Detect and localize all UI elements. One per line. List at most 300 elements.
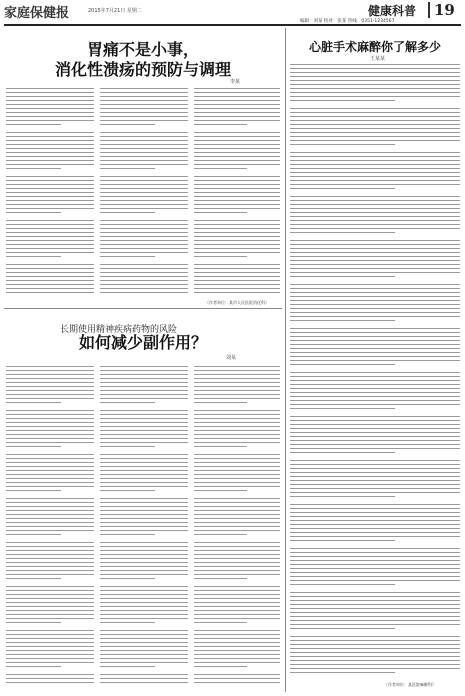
text-line (290, 564, 460, 565)
text-line (290, 384, 460, 385)
text-line (100, 430, 188, 431)
text-line (100, 228, 188, 229)
text-line (194, 192, 280, 193)
text-line (100, 438, 188, 439)
text-line (6, 566, 94, 567)
text-line (290, 324, 460, 325)
text-line (290, 336, 460, 337)
text-line (100, 502, 188, 503)
text-line (100, 176, 188, 177)
text-line (290, 484, 460, 485)
text-line (194, 458, 280, 459)
text-line (194, 622, 247, 623)
text-line (194, 538, 280, 539)
text-line (290, 128, 460, 129)
header-rule (4, 24, 461, 26)
text-line (290, 124, 460, 125)
text-line (100, 92, 188, 93)
text-line (194, 180, 280, 181)
text-line (6, 574, 94, 575)
text-line (194, 514, 280, 515)
text-line (6, 618, 94, 619)
text-line (194, 292, 280, 293)
column-divider-vertical (285, 28, 286, 692)
text-line (194, 208, 280, 209)
text-line (100, 200, 188, 201)
text-line (6, 212, 61, 213)
text-line (6, 498, 94, 499)
editor-hotline: 编辑：刘某 校对：张某 热线：0351-1234567 (300, 19, 395, 24)
text-line (194, 606, 280, 607)
text-line (100, 470, 188, 471)
text-line (290, 192, 460, 193)
text-line (194, 382, 280, 383)
text-line (6, 136, 94, 137)
text-line (194, 132, 280, 133)
text-line (194, 490, 247, 491)
text-line (6, 220, 94, 221)
text-line (6, 650, 94, 651)
article2-headline: 心脏手术麻醉你了解多少 (308, 40, 441, 54)
text-line (6, 678, 94, 679)
text-line (290, 652, 460, 653)
text-line (194, 570, 280, 571)
text-line (100, 284, 188, 285)
text-line (194, 374, 280, 375)
text-line (290, 312, 460, 313)
text-line (6, 232, 94, 233)
text-line (100, 586, 188, 587)
text-line (290, 604, 460, 605)
text-line (6, 674, 94, 675)
text-line (6, 148, 94, 149)
text-line (194, 590, 280, 591)
text-line (290, 344, 460, 345)
text-line (194, 682, 280, 683)
text-line (290, 80, 460, 81)
text-line (290, 412, 460, 413)
text-line (6, 542, 94, 543)
article3-column-3 (194, 366, 280, 688)
text-line (290, 548, 460, 549)
text-line (194, 112, 280, 113)
text-line (100, 478, 188, 479)
text-line (100, 212, 155, 213)
text-line (6, 402, 61, 403)
text-line (194, 662, 280, 663)
text-line (290, 188, 395, 189)
text-line (6, 590, 94, 591)
text-line (290, 272, 460, 273)
text-line (100, 104, 188, 105)
text-line (100, 618, 188, 619)
text-line (100, 442, 188, 443)
text-line (194, 288, 280, 289)
text-line (6, 426, 94, 427)
text-line (100, 132, 188, 133)
text-line (6, 434, 94, 435)
text-line (100, 374, 188, 375)
text-line (290, 584, 395, 585)
text-line (100, 622, 155, 623)
text-line (194, 602, 280, 603)
text-line (6, 92, 94, 93)
text-line (6, 546, 94, 547)
text-line (290, 156, 460, 157)
text-line (194, 272, 280, 273)
text-line (100, 450, 188, 451)
text-line (290, 616, 460, 617)
text-line (290, 92, 460, 93)
text-line (6, 642, 94, 643)
text-line (6, 378, 94, 379)
text-line (100, 650, 188, 651)
text-line (194, 446, 247, 447)
article3-headline: 如何减少副作用？ (78, 333, 207, 352)
text-line (6, 216, 94, 217)
text-line (100, 458, 188, 459)
text-line (100, 626, 188, 627)
text-line (6, 208, 94, 209)
text-line (290, 120, 460, 121)
text-line (290, 232, 395, 233)
text-line (194, 546, 280, 547)
text-line (290, 268, 460, 269)
text-line (194, 124, 247, 125)
text-line (6, 224, 94, 225)
text-line (6, 458, 94, 459)
text-line (290, 244, 460, 245)
text-line (6, 228, 94, 229)
text-line (6, 614, 94, 615)
text-line (290, 448, 460, 449)
text-line (290, 236, 460, 237)
article3-byline: 刘某 (226, 355, 237, 361)
text-line (194, 650, 280, 651)
text-line (290, 112, 460, 113)
text-line (194, 240, 280, 241)
text-line (100, 398, 188, 399)
text-line (6, 120, 94, 121)
text-line (290, 360, 460, 361)
text-line (6, 382, 94, 383)
text-line (6, 200, 94, 201)
text-line (290, 284, 460, 285)
text-line (100, 272, 188, 273)
text-line (6, 450, 94, 451)
text-line (100, 654, 188, 655)
text-line (6, 622, 61, 623)
text-line (194, 418, 280, 419)
text-line (100, 280, 188, 281)
text-line (194, 402, 247, 403)
text-line (290, 520, 460, 521)
text-line (290, 592, 460, 593)
text-line (290, 132, 460, 133)
text-line (290, 88, 460, 89)
text-line (100, 188, 188, 189)
text-line (194, 224, 280, 225)
text-line (100, 116, 188, 117)
text-line (194, 196, 280, 197)
text-line (100, 642, 188, 643)
text-line (194, 542, 280, 543)
text-line (100, 148, 188, 149)
text-line (290, 108, 460, 109)
text-line (100, 522, 188, 523)
text-line (6, 506, 94, 507)
text-line (194, 386, 280, 387)
text-line (194, 598, 280, 599)
text-line (290, 632, 460, 633)
text-line (290, 432, 460, 433)
text-line (290, 392, 460, 393)
text-line (6, 482, 94, 483)
text-line (194, 610, 280, 611)
text-line (6, 530, 94, 531)
text-line (100, 100, 188, 101)
text-line (290, 648, 460, 649)
text-line (194, 92, 280, 93)
text-line (6, 244, 94, 245)
text-line (6, 168, 61, 169)
text-line (6, 180, 94, 181)
text-line (6, 582, 94, 583)
text-line (194, 594, 280, 595)
text-line (100, 244, 188, 245)
text-line (194, 510, 280, 511)
text-line (100, 276, 188, 277)
text-line (6, 124, 61, 125)
text-line (6, 96, 94, 97)
text-line (194, 414, 280, 415)
text-line (194, 232, 280, 233)
text-line (100, 208, 188, 209)
text-line (194, 200, 280, 201)
text-line (6, 248, 94, 249)
text-line (100, 224, 188, 225)
text-line (100, 542, 188, 543)
text-line (100, 678, 188, 679)
text-line (6, 558, 94, 559)
text-line (100, 216, 188, 217)
text-line (100, 566, 188, 567)
text-line (290, 280, 460, 281)
text-line (194, 486, 280, 487)
text-line (290, 76, 460, 77)
text-line (100, 418, 188, 419)
text-line (6, 100, 94, 101)
text-line (194, 522, 280, 523)
text-line (290, 532, 460, 533)
text-line (100, 140, 188, 141)
text-line (290, 212, 460, 213)
text-line (194, 454, 280, 455)
text-line (100, 590, 188, 591)
text-line (290, 208, 460, 209)
text-line (290, 644, 460, 645)
text-line (6, 88, 94, 89)
text-line (100, 646, 188, 647)
text-line (6, 276, 94, 277)
text-line (100, 256, 155, 257)
text-line (290, 572, 460, 573)
text-line (290, 224, 460, 225)
text-line (100, 128, 188, 129)
text-line (100, 674, 188, 675)
text-line (6, 610, 94, 611)
text-line (100, 370, 188, 371)
text-line (100, 534, 155, 535)
text-line (290, 260, 460, 261)
text-line (194, 268, 280, 269)
text-line (100, 288, 188, 289)
text-line (6, 140, 94, 141)
article1-column-3 (194, 88, 280, 296)
text-line (194, 434, 280, 435)
text-line (100, 422, 188, 423)
text-line (6, 442, 94, 443)
text-line (194, 184, 280, 185)
text-line (290, 468, 460, 469)
article2-footer: （作者单位：某医院麻醉科） (384, 682, 436, 687)
text-line (194, 144, 280, 145)
text-line (290, 388, 460, 389)
article1-headline-line1: 胃痛不是小事， (86, 40, 199, 59)
text-line (194, 366, 280, 367)
text-line (290, 404, 460, 405)
text-line (6, 682, 94, 683)
text-line (194, 666, 247, 667)
text-line (290, 488, 460, 489)
text-line (194, 678, 280, 679)
text-line (6, 490, 61, 491)
text-line (194, 394, 280, 395)
text-line (6, 410, 94, 411)
text-line (290, 292, 460, 293)
text-line (194, 176, 280, 177)
text-line (290, 196, 460, 197)
text-line (290, 660, 460, 661)
text-line (100, 292, 188, 293)
page-number: 19 (434, 1, 455, 19)
text-line (290, 464, 460, 465)
text-line (100, 160, 188, 161)
text-line (100, 670, 188, 671)
text-line (290, 168, 460, 169)
text-line (194, 630, 280, 631)
text-line (194, 502, 280, 503)
text-line (6, 256, 61, 257)
text-line (290, 456, 460, 457)
text-line (290, 552, 460, 553)
text-line (6, 128, 94, 129)
text-line (6, 526, 94, 527)
text-line (6, 466, 94, 467)
text-line (6, 370, 94, 371)
text-line (100, 558, 188, 559)
text-line (6, 394, 94, 395)
text-line (194, 426, 280, 427)
text-line (290, 200, 460, 201)
text-line (6, 156, 94, 157)
text-line (290, 668, 460, 669)
text-line (290, 68, 460, 69)
text-line (194, 188, 280, 189)
text-line (290, 372, 460, 373)
text-line (100, 510, 188, 511)
text-line (194, 216, 280, 217)
text-line (100, 240, 188, 241)
text-line (194, 466, 280, 467)
text-line (290, 216, 460, 217)
text-line (194, 104, 280, 105)
text-line (100, 578, 155, 579)
text-line (100, 390, 188, 391)
text-line (194, 634, 280, 635)
text-line (6, 264, 94, 265)
text-line (6, 638, 94, 639)
text-line (100, 386, 188, 387)
text-line (194, 156, 280, 157)
page-number-divider (428, 2, 430, 18)
text-line (290, 316, 460, 317)
text-line (194, 276, 280, 277)
text-line (290, 480, 460, 481)
text-line (6, 430, 94, 431)
text-line (194, 108, 280, 109)
text-line (290, 568, 460, 569)
text-line (194, 530, 280, 531)
text-line (290, 608, 460, 609)
text-line (100, 614, 188, 615)
text-line (290, 528, 460, 529)
article1-byline: 李某 (230, 79, 241, 85)
text-line (6, 108, 94, 109)
text-line (194, 566, 280, 567)
text-line (194, 586, 280, 587)
text-line (100, 124, 155, 125)
article3-column-2 (100, 366, 188, 688)
text-line (100, 88, 188, 89)
text-line (290, 472, 460, 473)
article2-byline: 王某某 (370, 56, 386, 62)
text-line (100, 494, 188, 495)
text-line (194, 470, 280, 471)
text-line (100, 474, 188, 475)
text-line (194, 518, 280, 519)
text-line (6, 570, 94, 571)
text-line (100, 394, 188, 395)
text-line (194, 670, 280, 671)
text-line (100, 550, 188, 551)
text-line (194, 116, 280, 117)
text-line (290, 256, 460, 257)
text-line (290, 420, 460, 421)
text-line (290, 492, 460, 493)
text-line (100, 220, 188, 221)
text-line (6, 538, 94, 539)
text-line (290, 540, 395, 541)
text-line (6, 112, 94, 113)
text-line (100, 196, 188, 197)
text-line (194, 618, 280, 619)
text-line (290, 368, 460, 369)
text-line (100, 414, 188, 415)
text-line (6, 602, 94, 603)
text-line (100, 406, 188, 407)
text-line (290, 476, 460, 477)
